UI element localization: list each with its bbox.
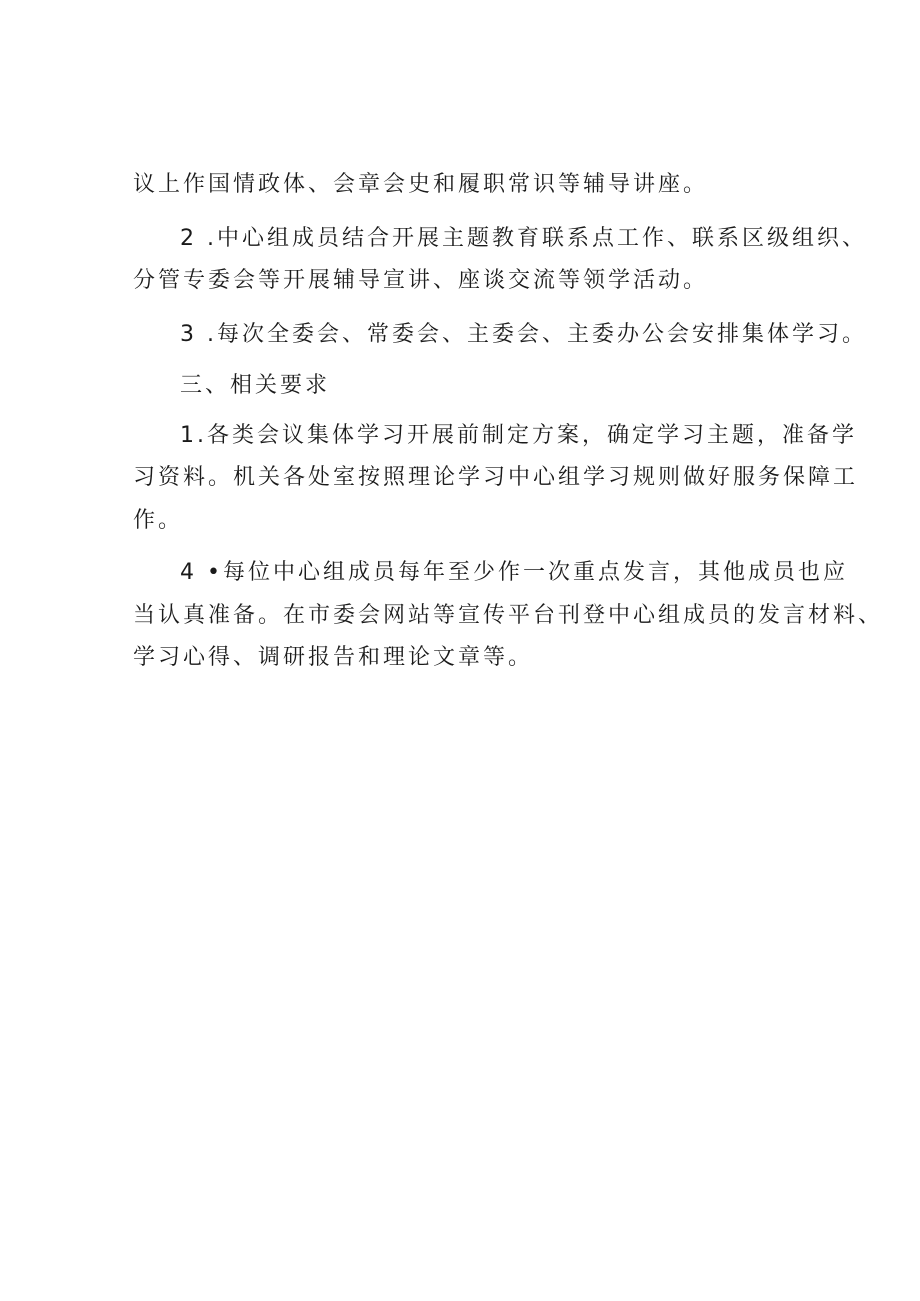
paragraph-line: 3 .每次全委会、常委会、主委会、主委办公会安排集体学习。 <box>180 322 867 347</box>
section-heading: 三、相关要求 <box>180 373 331 398</box>
paragraph-line: 1.各类会议集体学习开展前制定方案，确定学习主题，准备学 <box>180 423 857 448</box>
paragraph-line: 习资料。机关各处室按照理论学习中心组学习规则做好服务保障工 <box>133 465 859 490</box>
paragraph-line: 当认真准备。在市委会网站等宣传平台刊登中心组成员的发言材料、 <box>133 603 884 628</box>
paragraph-line: 4 •每位中心组成员每年至少作一次重点发言，其他成员也应 <box>180 560 848 585</box>
paragraph-line: 学习心得、调研报告和理论文章等。 <box>133 645 534 670</box>
paragraph-line: 2 .中心组成员结合开展主题教育联系点工作、联系区级组织、 <box>180 226 867 251</box>
paragraph-line: 作。 <box>133 508 184 533</box>
paragraph-line: 分管专委会等开展辅导宣讲、座谈交流等领学活动。 <box>133 268 709 293</box>
paragraph-line: 议上作国情政体、会章会史和履职常识等辅导讲座。 <box>133 172 709 197</box>
